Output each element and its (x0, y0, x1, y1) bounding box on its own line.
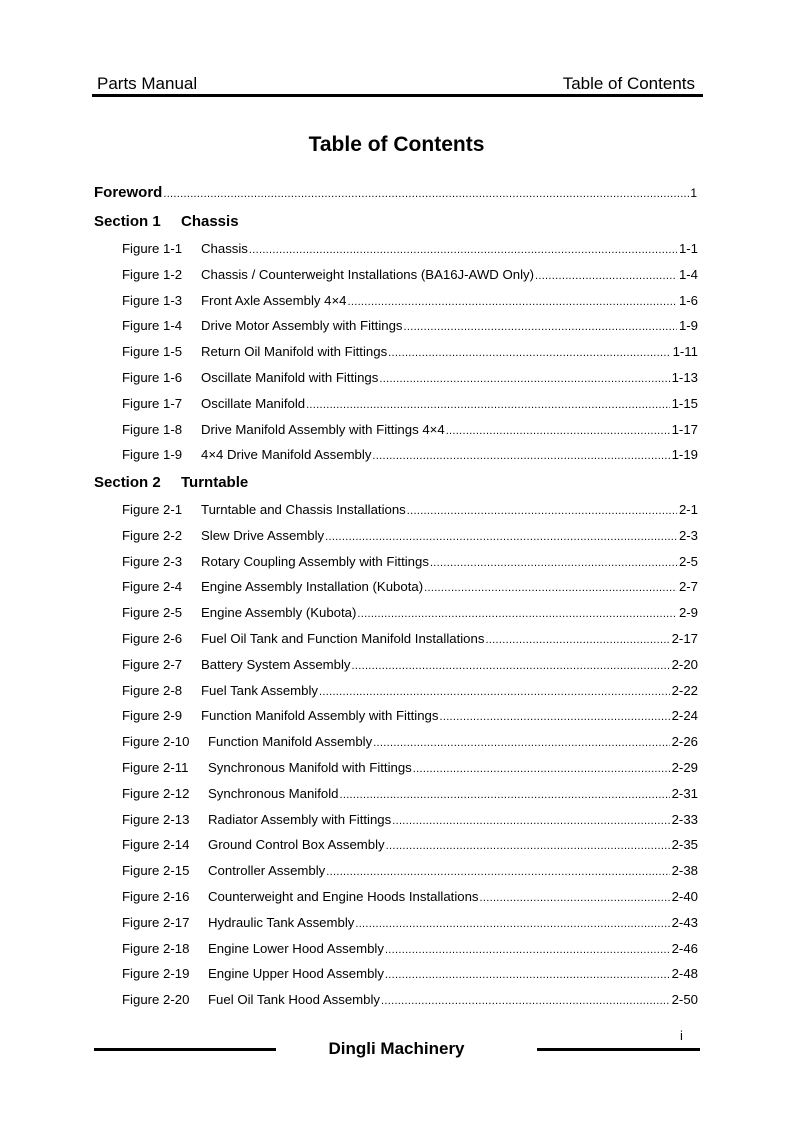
figure-number: Figure 2-1 (122, 502, 183, 517)
page-title: Table of Contents (308, 133, 485, 156)
figure-page: 2-50 (671, 992, 698, 1008)
toc-entry[interactable] (122, 502, 698, 517)
figure-page: 1-9 (678, 318, 698, 334)
figure-page: 2-38 (671, 863, 698, 879)
dot-leader (404, 318, 677, 333)
toc-entry[interactable] (122, 760, 698, 775)
toc-entry[interactable] (122, 966, 698, 981)
figure-page: 2-22 (671, 682, 698, 698)
toc-entry[interactable] (122, 605, 698, 620)
figure-page: 2-9 (678, 605, 698, 621)
figure-number: Figure 2-13 (122, 811, 190, 827)
figure-number: Figure 1-9 (122, 447, 183, 463)
dot-leader (392, 812, 669, 827)
toc-entry[interactable] (122, 683, 698, 698)
toc-entry[interactable] (122, 992, 698, 1007)
figure-number: Figure 2-14 (122, 837, 190, 853)
figure-title: Fuel Oil Tank Hood Assembly (208, 992, 381, 1008)
figure-number: Figure 2-2 (122, 527, 183, 543)
figure-number: Figure 2-15 (122, 863, 190, 879)
figure-number: Figure 2-11 (122, 760, 189, 775)
figure-number: Figure 2-6 (122, 631, 183, 646)
dot-leader (339, 786, 669, 801)
figure-number: Figure 2-16 (122, 889, 190, 904)
figure-title: Fuel Tank Assembly (201, 682, 319, 698)
figure-number: Figure 1-8 (122, 421, 183, 437)
dot-leader (348, 293, 677, 308)
figure-page: 2-31 (671, 785, 698, 801)
figure-page: 1-6 (678, 292, 698, 308)
toc-entry[interactable] (122, 889, 698, 904)
figure-number: Figure 2-3 (122, 553, 183, 569)
figure-number: Figure 1-2 (122, 266, 183, 282)
figure-title: Engine Upper Hood Assembly (208, 966, 384, 982)
toc-entry[interactable] (122, 734, 698, 749)
figure-page: 2-33 (671, 811, 698, 827)
figure-title: Turntable and Chassis Installations (201, 502, 406, 517)
figure-page: 1-4 (678, 266, 698, 282)
figure-page: 2-20 (671, 656, 698, 672)
figure-page: 1-17 (671, 421, 698, 437)
figure-title: Radiator Assembly with Fittings (208, 811, 392, 827)
dot-leader (407, 502, 677, 517)
toc-entry[interactable] (122, 293, 698, 308)
toc-entry[interactable] (122, 241, 698, 256)
dot-leader (385, 966, 670, 981)
toc-entry[interactable] (122, 528, 698, 543)
figure-page: 2-40 (671, 889, 698, 904)
dot-leader (381, 992, 670, 1007)
figure-page: 1-13 (671, 370, 698, 385)
dot-leader (306, 396, 670, 411)
figure-number: Figure 2-8 (122, 682, 183, 698)
figure-title: Hydraulic Tank Assembly (208, 914, 355, 930)
header-rule (92, 94, 703, 97)
figure-page: 2-46 (671, 940, 698, 956)
figure-page: 2-43 (671, 914, 698, 930)
dot-leader (430, 554, 677, 569)
figure-title: Chassis / Counterweight Installations (BA16J-AWD Only) (201, 266, 534, 282)
figure-number: Figure 1-7 (122, 395, 183, 411)
figure-title: Synchronous Manifold with Fittings (208, 760, 412, 775)
figure-title: Drive Motor Assembly with Fittings (201, 318, 403, 334)
figure-title: Front Axle Assembly 4×4 (201, 292, 347, 308)
figure-title: Rotary Coupling Assembly with Fittings (201, 553, 429, 569)
toc-entry[interactable] (122, 863, 698, 878)
figure-number: Figure 2-17 (122, 914, 190, 930)
toc-entry[interactable] (122, 708, 698, 723)
figure-title: Engine Lower Hood Assembly (208, 940, 384, 956)
toc-entry[interactable] (122, 631, 698, 646)
figure-page: 2-7 (678, 579, 698, 595)
foreword-page: 1 (690, 186, 697, 200)
figure-number: Figure 2-10 (122, 734, 190, 750)
dot-leader (355, 915, 669, 930)
figure-page: 1-1 (678, 241, 698, 256)
figure-number: Figure 1-4 (122, 318, 183, 334)
dot-leader (388, 344, 670, 359)
section-heading[interactable] (94, 213, 239, 230)
figure-number: Figure 1-3 (122, 292, 183, 308)
figure-number: Figure 1-6 (122, 370, 183, 385)
figure-title: Engine Assembly (Kubota) (201, 605, 357, 621)
dot-leader (326, 863, 669, 878)
toc-entry[interactable] (122, 786, 698, 801)
dot-leader (249, 241, 677, 256)
dot-leader (357, 605, 677, 620)
figure-title: Drive Manifold Assembly with Fittings 4×4 (201, 421, 445, 437)
section-name: Chassis (181, 213, 239, 230)
dot-leader (535, 267, 677, 282)
figure-title: Engine Assembly Installation (Kubota) (201, 579, 424, 595)
toc-entry[interactable] (122, 447, 698, 462)
figure-title: Function Manifold Assembly with Fittings (201, 708, 439, 724)
toc-entry[interactable] (122, 422, 698, 437)
toc-entry[interactable] (122, 812, 698, 827)
figure-page: 1-11 (672, 344, 698, 360)
figure-page: 1-15 (671, 395, 698, 411)
figure-title: Battery System Assembly (201, 656, 351, 672)
dot-leader (163, 184, 689, 201)
dot-leader (446, 422, 670, 437)
figure-page: 2-26 (671, 734, 698, 750)
figure-number: Figure 2-7 (122, 656, 183, 672)
toc-entry[interactable] (122, 941, 698, 956)
figure-number: Figure 1-5 (122, 344, 183, 360)
section-number: Section 2 (94, 474, 161, 491)
figure-title: Fuel Oil Tank and Function Manifold Installations (201, 631, 485, 646)
figure-page: 1-19 (671, 447, 698, 463)
dot-leader (386, 837, 670, 852)
figure-number: Figure 1-1 (122, 241, 183, 256)
dot-leader (379, 370, 669, 385)
dot-leader (373, 734, 669, 749)
toc-entry[interactable] (122, 657, 698, 672)
foreword-entry[interactable] (94, 184, 697, 201)
figure-title: Oscillate Manifold (201, 395, 306, 411)
toc-entry[interactable] (122, 554, 698, 569)
figure-number: Figure 2-4 (122, 579, 183, 595)
dot-leader (413, 760, 670, 775)
dot-leader (385, 941, 670, 956)
figure-page: 2-29 (671, 760, 698, 775)
figure-page: 2-24 (671, 708, 698, 724)
figure-page: 2-3 (678, 527, 698, 543)
figure-title: Synchronous Manifold (208, 785, 339, 801)
page-number: i (680, 1028, 683, 1043)
figure-title: Counterweight and Engine Hoods Installations (208, 889, 479, 904)
figure-title: Controller Assembly (208, 863, 326, 879)
figure-title: 4×4 Drive Manifold Assembly (201, 447, 372, 463)
figure-title: Function Manifold Assembly (208, 734, 373, 750)
figure-page: 2-17 (671, 631, 698, 646)
figure-page: 2-35 (671, 837, 698, 853)
figure-number: Figure 2-5 (122, 605, 183, 621)
dot-leader (485, 631, 669, 646)
figure-title: Oscillate Manifold with Fittings (201, 370, 379, 385)
figure-number: Figure 2-9 (122, 708, 183, 724)
dot-leader (319, 683, 670, 698)
toc-entry[interactable] (122, 318, 698, 333)
figure-title: Slew Drive Assembly (201, 527, 325, 543)
dot-leader (480, 889, 670, 904)
footer-line-right (537, 1048, 700, 1051)
figure-title: Chassis (201, 241, 248, 256)
section-number: Section 1 (94, 213, 161, 230)
figure-page: 2-1 (678, 502, 698, 517)
figure-number: Figure 2-18 (122, 940, 190, 956)
footer-company: Dingli Machinery (328, 1039, 465, 1058)
toc-entry[interactable] (122, 344, 698, 359)
header-right: Table of Contents (562, 74, 695, 93)
dot-leader (424, 579, 677, 594)
dot-leader (439, 708, 669, 723)
figure-number: Figure 2-20 (122, 992, 190, 1008)
header-left: Parts Manual (97, 74, 198, 93)
figure-title: Return Oil Manifold with Fittings (201, 344, 388, 360)
toc-entry[interactable] (122, 579, 698, 594)
dot-leader (325, 528, 677, 543)
figure-title: Ground Control Box Assembly (208, 837, 385, 853)
toc-entry[interactable] (122, 396, 698, 411)
toc-entry[interactable] (122, 267, 698, 282)
figure-page: 2-48 (671, 966, 698, 982)
toc-entry[interactable] (122, 915, 698, 930)
dot-leader (352, 657, 670, 672)
figure-number: Figure 2-19 (122, 966, 190, 982)
dot-leader (372, 447, 669, 462)
toc-entry[interactable] (122, 837, 698, 852)
section-name: Turntable (181, 474, 249, 491)
figure-number: Figure 2-12 (122, 785, 190, 801)
foreword-label: Foreword (94, 184, 163, 201)
figure-page: 2-5 (678, 553, 698, 569)
section-heading[interactable] (94, 474, 248, 491)
toc-entry[interactable] (122, 370, 698, 385)
